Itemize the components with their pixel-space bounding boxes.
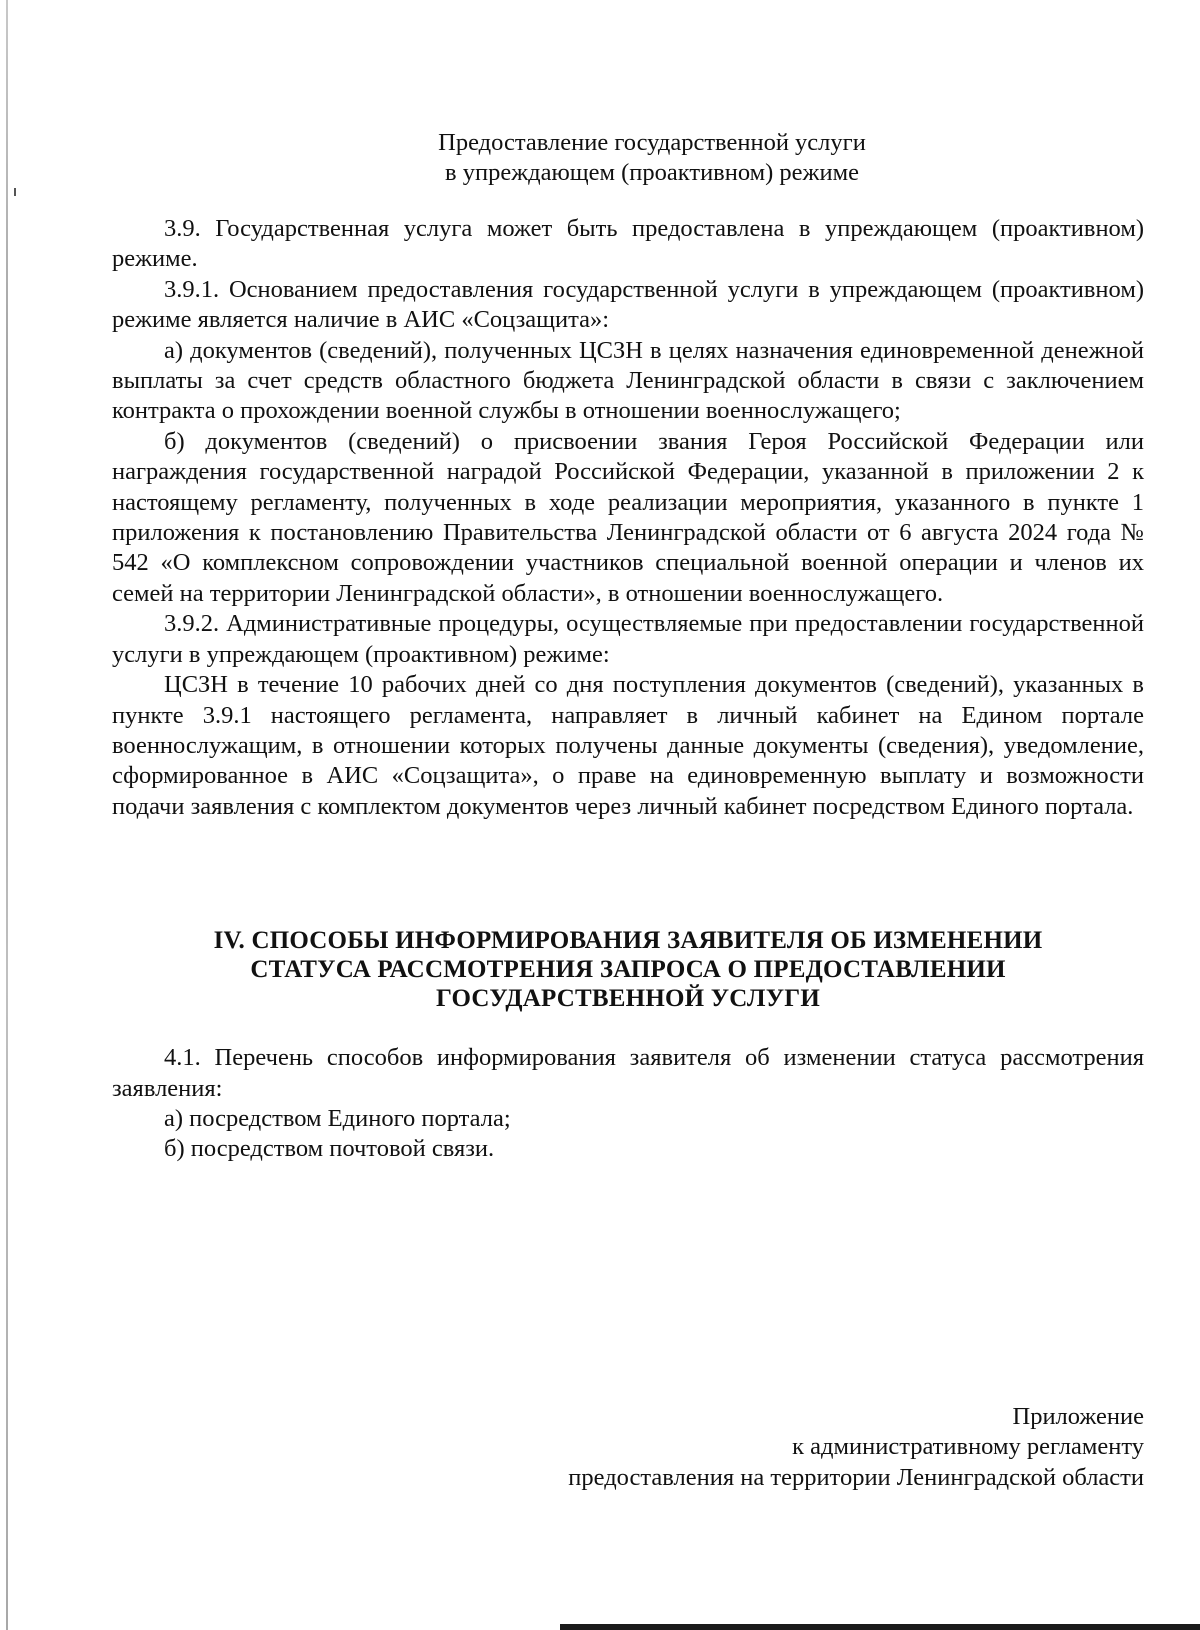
appendix-line-1: Приложение: [1012, 1403, 1144, 1430]
appendix-line-3: предоставления на территории Ленинградской области: [568, 1463, 1144, 1491]
section-title: [112, 128, 1144, 188]
chapter-heading-line-3: ГОСУДАРСТВЕННОЙ УСЛУГИ: [435, 985, 821, 1013]
document-page: [112, 128, 1144, 1165]
paragraph-3-9-2-body: ЦСЗН в течение 10 рабочих дней со дня поступления документов (сведений), указанных в пункте 3.9.1 настоящего регламента, направляет в личный кабинет на Едином портале военнослужащим, в отношении которых получены данные документы (сведения), уведомление, сформированное в АИС «Соцзащита», о праве на единовременную выплату и возможности подачи заявления с комплектом документов через личный кабинет посредством Единого портала.: [112, 671, 1144, 820]
scan-artifact-mark: [14, 188, 16, 196]
paragraph-3-9-1-b: б) документов (сведений) о присвоении звания Героя Российской Федерации или награждения государственной наградой Российской Федерации, указанной в приложении 2 к настоящему регламенту, полученных в ходе реализации мероприятия, указанного в пункте 1 приложения к постановлению Правительства Ленинградской области от 6 августа 2024 года № 542 «О комплексном сопровождении участников специальной военной операции и членов их семей на территории Ленинградской области», в отношении военнослужащего.: [112, 427, 1144, 607]
section-title-line-1: Предоставление государственной услуги: [438, 129, 866, 156]
chapter-heading-line-1: IV. СПОСОБЫ ИНФОРМИРОВАНИЯ ЗАЯВИТЕЛЯ ОБ ИЗМЕНЕНИИ: [213, 927, 1043, 955]
appendix-line-2: к административному регламенту: [792, 1433, 1144, 1461]
paragraph-3-9-1: 3.9.1. Основанием предоставления государственной услуги в упреждающем (проактивном) режиме является наличие в АИС «Соцзащита»:: [112, 275, 1144, 334]
scan-bottom-edge: [560, 1624, 1200, 1630]
list-item-b: б) посредством почтовой связи.: [164, 1135, 495, 1163]
paragraph-3-9: 3.9. Государственная услуга может быть предоставлена в упреждающем (проактивном) режиме.: [112, 215, 1144, 273]
appendix-caption: [568, 1402, 1144, 1493]
paragraph-3-9-1-a: а) документов (сведений), полученных ЦСЗН в целях назначения единовременной денежной выплаты за счет средств областного бюджета Ленинградской области в связи с заключением контракта о прохождении военной службы в отношении военнослужащего;: [112, 336, 1144, 425]
chapter-heading: [112, 926, 1144, 1013]
section-title-line-2: в упреждающем (проактивном) режиме: [445, 159, 859, 186]
chapter-heading-line-2: СТАТУСА РАССМОТРЕНИЯ ЗАПРОСА О ПРЕДОСТАВЛЕНИИ: [250, 956, 1006, 984]
list-item-a: а) посредством Единого портала;: [164, 1104, 511, 1132]
paragraph-4-1: 4.1. Перечень способов информирования заявителя об изменении статуса рассмотрения заявления:: [112, 1044, 1144, 1102]
paragraph-3-9-2: 3.9.2. Административные процедуры, осуществляемые при предоставлении государственной услуги в упреждающем (проактивном) режиме:: [112, 610, 1144, 668]
scan-left-edge: [6, 0, 8, 1630]
